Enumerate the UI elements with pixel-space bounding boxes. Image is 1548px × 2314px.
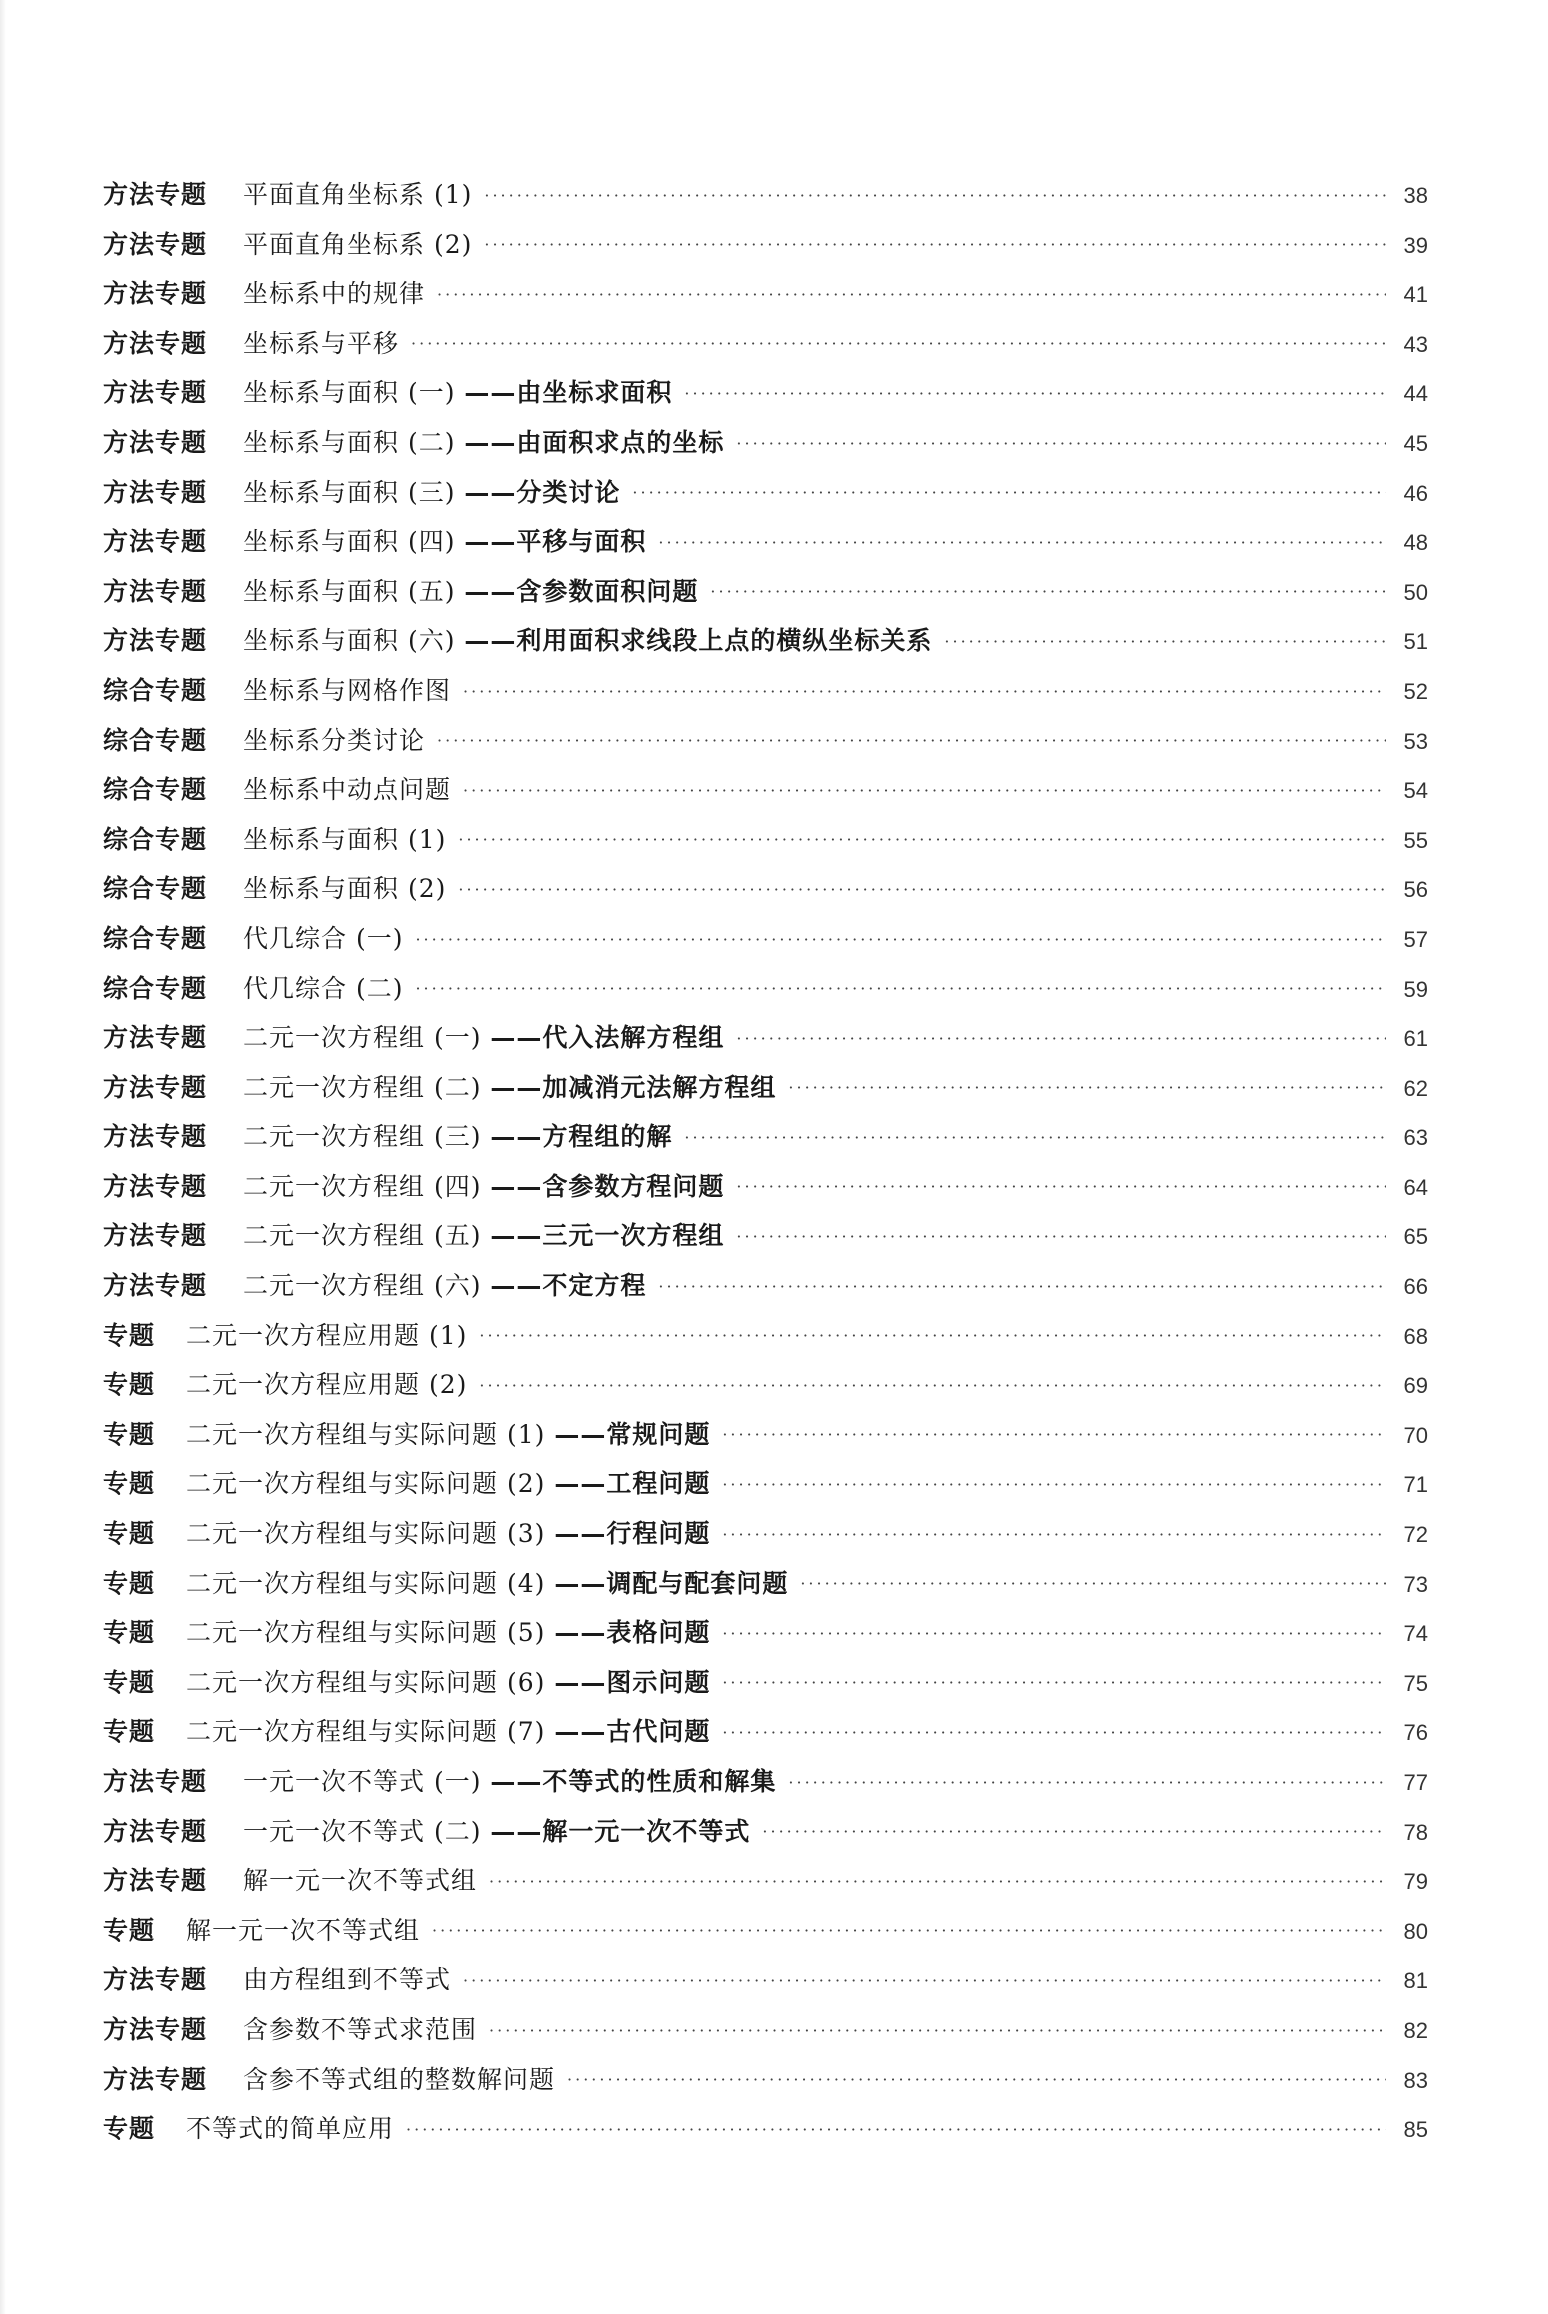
toc-entry[interactable] bbox=[103, 1906, 1428, 1956]
toc-entry-title-main: 坐标系与面积 (四) bbox=[243, 527, 465, 557]
toc-entry-category: 方法专题 bbox=[103, 328, 208, 358]
toc-page-number: 79 bbox=[1403, 1869, 1428, 1895]
toc-entry-title bbox=[186, 1410, 722, 1460]
toc-dot-leader bbox=[489, 2005, 1386, 2055]
toc-entry-category: 方法专题 bbox=[103, 2064, 208, 2094]
toc-entry-category: 综合专题 bbox=[103, 874, 208, 904]
toc-entry-subtitle: ——不等式的性质和解集 bbox=[490, 1767, 777, 1796]
toc-dot-leader bbox=[658, 1261, 1386, 1311]
toc-entry-title-main: 由方程组到不等式 bbox=[243, 1965, 452, 1995]
toc-entry-category: 综合专题 bbox=[103, 923, 208, 953]
toc-entry-subtitle: ——由坐标求面积 bbox=[464, 378, 673, 408]
toc-dot-leader bbox=[710, 567, 1386, 617]
toc-entry-title bbox=[186, 2104, 406, 2154]
toc-entry-category: 综合专题 bbox=[103, 675, 208, 705]
toc-entry-title bbox=[243, 964, 415, 1014]
toc-entry-title-main: 二元一次方程组 (三) bbox=[243, 1122, 491, 1152]
toc-page-number: 59 bbox=[1403, 976, 1428, 1002]
toc-entry-subtitle: ——调配与配套问题 bbox=[554, 1568, 789, 1598]
toc-entry-category: 方法专题 bbox=[103, 1171, 208, 1201]
toc-entry-category: 方法专题 bbox=[103, 1271, 208, 1301]
toc-dot-leader bbox=[437, 269, 1386, 319]
table-of-contents bbox=[103, 170, 1428, 2154]
toc-page-number: 38 bbox=[1403, 183, 1428, 208]
toc-page-number: 53 bbox=[1403, 728, 1428, 754]
toc-entry-title bbox=[186, 1360, 479, 1410]
toc-entry-title bbox=[186, 1658, 722, 1708]
toc-entry-title bbox=[186, 1509, 722, 1559]
toc-page-number: 66 bbox=[1403, 1274, 1428, 1300]
toc-entry-title-main: 坐标系与面积 (六) bbox=[243, 626, 465, 656]
toc-entry-title bbox=[243, 1211, 736, 1261]
toc-dot-leader bbox=[484, 220, 1386, 270]
toc-dot-leader bbox=[458, 815, 1386, 865]
toc-entry[interactable] bbox=[103, 666, 1428, 716]
toc-dot-leader bbox=[632, 468, 1386, 518]
toc-entry[interactable] bbox=[103, 1807, 1428, 1857]
toc-entry[interactable] bbox=[103, 269, 1428, 319]
toc-dot-leader bbox=[406, 2104, 1386, 2154]
toc-dot-leader bbox=[489, 1856, 1386, 1906]
toc-entry-category: 方法专题 bbox=[103, 2014, 208, 2044]
toc-entry[interactable] bbox=[103, 1360, 1428, 1410]
toc-page-number: 63 bbox=[1403, 1125, 1428, 1151]
toc-entry[interactable] bbox=[103, 468, 1428, 518]
toc-entry-category: 综合专题 bbox=[103, 973, 208, 1003]
toc-entry-title-main: 一元一次不等式 (一) bbox=[243, 1767, 491, 1796]
toc-entry-category: 专题 bbox=[103, 1370, 156, 1400]
toc-entry-category: 专题 bbox=[103, 1469, 156, 1499]
toc-entry-subtitle: ——三元一次方程组 bbox=[490, 1221, 725, 1251]
toc-entry-subtitle: ——加减消元法解方程组 bbox=[490, 1072, 777, 1102]
toc-entry[interactable] bbox=[103, 2005, 1428, 2055]
toc-entry-title-main: 二元一次方程组 (五) bbox=[243, 1221, 491, 1251]
toc-dot-leader bbox=[684, 1112, 1386, 1162]
toc-entry-title-main: 坐标系与面积 (1) bbox=[243, 824, 447, 854]
toc-entry-subtitle: ——行程问题 bbox=[554, 1519, 711, 1549]
toc-entry-title-main: 坐标系与网格作图 bbox=[243, 675, 452, 705]
toc-entry[interactable] bbox=[103, 815, 1428, 865]
toc-page-number: 54 bbox=[1403, 778, 1428, 804]
toc-entry-category: 专题 bbox=[103, 1618, 156, 1648]
toc-entry[interactable] bbox=[103, 1955, 1428, 2005]
toc-entry[interactable] bbox=[103, 2055, 1428, 2105]
toc-entry[interactable] bbox=[103, 1658, 1428, 1708]
toc-entry-title-main: 坐标系与面积 (2) bbox=[243, 874, 447, 904]
toc-page-number: 51 bbox=[1403, 629, 1428, 655]
toc-entry-category: 方法专题 bbox=[103, 1122, 208, 1152]
toc-entry-category: 专题 bbox=[103, 1519, 156, 1549]
toc-dot-leader bbox=[415, 964, 1386, 1014]
toc-entry-title bbox=[243, 616, 944, 666]
toc-entry-title-main: 代几综合 (二) bbox=[243, 973, 404, 1003]
toc-dot-leader bbox=[736, 418, 1386, 468]
toc-entry-category: 方法专题 bbox=[103, 229, 208, 259]
toc-entry-subtitle: ——由面积求点的坐标 bbox=[464, 427, 725, 457]
toc-entry-title-main: 二元一次方程组与实际问题 (1) bbox=[186, 1419, 555, 1449]
toc-entry[interactable] bbox=[103, 517, 1428, 567]
toc-page-number: 71 bbox=[1403, 1472, 1428, 1498]
toc-entry-title bbox=[186, 1906, 432, 1956]
toc-entry-title bbox=[243, 1162, 736, 1212]
toc-dot-leader bbox=[463, 666, 1386, 716]
toc-page-number: 76 bbox=[1403, 1720, 1428, 1746]
toc-entry[interactable] bbox=[103, 1757, 1428, 1807]
toc-entry-title-main: 坐标系与平移 bbox=[243, 328, 400, 358]
toc-dot-leader bbox=[736, 1013, 1386, 1063]
toc-dot-leader bbox=[463, 1955, 1386, 2005]
toc-entry-category: 方法专题 bbox=[103, 378, 208, 408]
toc-page-number: 56 bbox=[1403, 877, 1428, 903]
toc-entry-subtitle: ——平移与面积 bbox=[464, 527, 647, 557]
toc-entry-subtitle: ——工程问题 bbox=[554, 1469, 711, 1499]
toc-entry-title-main: 二元一次方程组 (四) bbox=[243, 1171, 491, 1201]
toc-entry-category: 专题 bbox=[103, 1419, 156, 1449]
toc-entry[interactable] bbox=[103, 616, 1428, 666]
toc-entry[interactable] bbox=[103, 1063, 1428, 1113]
toc-entry-title-main: 含参不等式组的整数解问题 bbox=[243, 2064, 556, 2094]
toc-entry-title bbox=[243, 716, 437, 766]
toc-entry-title-main: 坐标系与面积 (二) bbox=[243, 427, 465, 457]
toc-entry-title-main: 二元一次方程组与实际问题 (3) bbox=[186, 1519, 555, 1549]
toc-dot-leader bbox=[722, 1658, 1386, 1708]
toc-dot-leader bbox=[411, 319, 1386, 369]
toc-entry-title-main: 二元一次方程组与实际问题 (7) bbox=[186, 1717, 555, 1747]
toc-entry[interactable] bbox=[103, 765, 1428, 815]
toc-entry-title-main: 坐标系与面积 (五) bbox=[243, 576, 465, 606]
toc-page-number: 77 bbox=[1403, 1770, 1428, 1795]
toc-page-number: 48 bbox=[1403, 530, 1428, 556]
toc-entry-title bbox=[243, 567, 710, 617]
toc-entry[interactable] bbox=[103, 1559, 1428, 1609]
toc-entry-category: 方法专题 bbox=[103, 279, 208, 309]
toc-entry-title bbox=[243, 269, 437, 319]
toc-entry-subtitle: ——利用面积求线段上点的横纵坐标关系 bbox=[464, 626, 933, 656]
toc-page-number: 45 bbox=[1403, 430, 1428, 456]
toc-entry-category: 专题 bbox=[103, 1568, 156, 1598]
toc-page-number: 69 bbox=[1403, 1373, 1428, 1399]
toc-entry[interactable] bbox=[103, 170, 1428, 220]
toc-entry-category: 专题 bbox=[103, 2114, 156, 2144]
toc-entry-category: 方法专题 bbox=[103, 1816, 208, 1846]
toc-entry[interactable] bbox=[103, 1261, 1428, 1311]
toc-entry-title bbox=[243, 468, 632, 518]
toc-entry-category: 专题 bbox=[103, 1717, 156, 1747]
toc-entry-category: 方法专题 bbox=[103, 180, 208, 209]
toc-entry-title-main: 二元一次方程组与实际问题 (4) bbox=[186, 1568, 555, 1598]
toc-entry-subtitle: ——表格问题 bbox=[554, 1618, 711, 1648]
toc-entry[interactable] bbox=[103, 1707, 1428, 1757]
toc-entry-title bbox=[186, 1559, 800, 1609]
toc-entry-category: 方法专题 bbox=[103, 427, 208, 457]
toc-dot-leader bbox=[437, 716, 1386, 766]
toc-entry-title bbox=[243, 418, 736, 468]
toc-entry-title bbox=[243, 1112, 684, 1162]
toc-entry-title bbox=[186, 1311, 479, 1361]
toc-page-number: 65 bbox=[1403, 1224, 1428, 1250]
toc-entry[interactable] bbox=[103, 1013, 1428, 1063]
toc-entry[interactable] bbox=[103, 1311, 1428, 1361]
toc-page-number: 70 bbox=[1403, 1422, 1428, 1448]
toc-entry[interactable] bbox=[103, 914, 1428, 964]
toc-page-number: 41 bbox=[1403, 282, 1428, 308]
toc-dot-leader bbox=[415, 914, 1386, 964]
toc-entry-title-main: 二元一次方程组 (一) bbox=[243, 1023, 491, 1053]
toc-dot-leader bbox=[800, 1559, 1386, 1609]
toc-page-number: 68 bbox=[1403, 1323, 1428, 1349]
toc-entry-title bbox=[243, 1757, 788, 1807]
toc-dot-leader bbox=[722, 1707, 1386, 1757]
toc-page-number: 72 bbox=[1403, 1522, 1428, 1548]
toc-entry-title bbox=[243, 1856, 489, 1906]
toc-entry-title bbox=[243, 914, 415, 964]
toc-page-number: 62 bbox=[1403, 1075, 1428, 1101]
toc-entry[interactable] bbox=[103, 368, 1428, 418]
toc-entry-category: 综合专题 bbox=[103, 725, 208, 755]
toc-dot-leader bbox=[944, 616, 1386, 666]
toc-page-number: 50 bbox=[1403, 579, 1428, 605]
toc-page-number: 46 bbox=[1403, 480, 1428, 506]
toc-dot-leader bbox=[479, 1311, 1386, 1361]
toc-entry[interactable] bbox=[103, 567, 1428, 617]
toc-entry-category: 综合专题 bbox=[103, 775, 208, 805]
toc-entry-title-main: 二元一次方程组 (六) bbox=[243, 1271, 491, 1301]
toc-entry-subtitle: ——不定方程 bbox=[490, 1271, 647, 1301]
toc-dot-leader bbox=[658, 517, 1386, 567]
toc-entry[interactable] bbox=[103, 1410, 1428, 1460]
toc-entry-title-main: 代几综合 (一) bbox=[243, 923, 404, 953]
toc-page-number: 74 bbox=[1403, 1621, 1428, 1647]
toc-entry-title-main: 坐标系与面积 (三) bbox=[243, 477, 465, 507]
toc-entry[interactable] bbox=[103, 2104, 1428, 2154]
toc-dot-leader bbox=[432, 1906, 1386, 1956]
toc-entry-title-main: 解一元一次不等式组 bbox=[186, 1915, 421, 1945]
page-edge-shadow bbox=[0, 0, 6, 2314]
toc-dot-leader bbox=[458, 864, 1386, 914]
toc-entry[interactable] bbox=[103, 716, 1428, 766]
toc-entry-subtitle: ——分类讨论 bbox=[464, 477, 621, 507]
toc-entry-title bbox=[243, 666, 463, 716]
toc-entry-category: 专题 bbox=[103, 1667, 156, 1697]
toc-entry-title bbox=[186, 1459, 722, 1509]
toc-entry[interactable] bbox=[103, 418, 1428, 468]
toc-page-number: 64 bbox=[1403, 1174, 1428, 1200]
toc-entry-title-main: 平面直角坐标系 (1) bbox=[243, 180, 473, 209]
toc-page-number: 81 bbox=[1403, 1968, 1428, 1994]
toc-entry-title-main: 二元一次方程组与实际问题 (2) bbox=[186, 1469, 555, 1499]
toc-entry-title bbox=[243, 2005, 489, 2055]
toc-dot-leader bbox=[484, 170, 1386, 220]
toc-entry-category: 方法专题 bbox=[103, 1965, 208, 1995]
toc-entry-title bbox=[186, 1608, 722, 1658]
toc-dot-leader bbox=[736, 1211, 1386, 1261]
toc-entry[interactable] bbox=[103, 964, 1428, 1014]
toc-entry[interactable] bbox=[103, 1162, 1428, 1212]
toc-entry-title-main: 含参数不等式求范围 bbox=[243, 2014, 478, 2044]
toc-entry-category: 方法专题 bbox=[103, 1866, 208, 1896]
toc-entry-title-main: 平面直角坐标系 (2) bbox=[243, 229, 473, 259]
toc-entry-title bbox=[243, 1955, 463, 2005]
toc-dot-leader bbox=[722, 1410, 1386, 1460]
toc-dot-leader bbox=[722, 1509, 1386, 1559]
toc-entry-title-main: 一元一次不等式 (二) bbox=[243, 1816, 491, 1846]
toc-entry-subtitle: ——含参数面积问题 bbox=[464, 576, 699, 606]
toc-entry-title bbox=[243, 815, 458, 865]
toc-entry-title bbox=[186, 1707, 722, 1757]
toc-dot-leader bbox=[463, 765, 1386, 815]
toc-entry-title bbox=[243, 1013, 736, 1063]
toc-entry-title bbox=[243, 517, 658, 567]
toc-entry-category: 专题 bbox=[103, 1320, 156, 1350]
toc-entry-subtitle: ——含参数方程问题 bbox=[490, 1171, 725, 1201]
toc-entry-title-main: 坐标系中动点问题 bbox=[243, 775, 452, 805]
toc-entry[interactable] bbox=[103, 1608, 1428, 1658]
toc-page-number: 80 bbox=[1403, 1918, 1428, 1944]
toc-entry-title bbox=[243, 765, 463, 815]
toc-page-number: 44 bbox=[1403, 381, 1428, 407]
toc-entry-title bbox=[243, 319, 411, 369]
toc-page-number: 83 bbox=[1403, 2067, 1428, 2093]
toc-entry-title-main: 坐标系分类讨论 bbox=[243, 725, 426, 755]
toc-entry[interactable] bbox=[103, 220, 1428, 270]
toc-entry-subtitle: ——方程组的解 bbox=[490, 1122, 673, 1152]
toc-entry-title bbox=[243, 1807, 762, 1857]
toc-entry-title-main: 解一元一次不等式组 bbox=[243, 1866, 478, 1896]
toc-dot-leader bbox=[479, 1360, 1386, 1410]
toc-entry-category: 综合专题 bbox=[103, 824, 208, 854]
toc-page-number: 61 bbox=[1403, 1026, 1428, 1052]
toc-entry-title bbox=[243, 1261, 658, 1311]
toc-entry-title-main: 坐标系与面积 (一) bbox=[243, 378, 465, 408]
toc-entry[interactable] bbox=[103, 1112, 1428, 1162]
toc-page-number: 82 bbox=[1403, 2017, 1428, 2043]
toc-page-number: 55 bbox=[1403, 827, 1428, 853]
toc-entry-category: 方法专题 bbox=[103, 626, 208, 656]
toc-dot-leader bbox=[762, 1807, 1386, 1857]
toc-entry[interactable] bbox=[103, 1509, 1428, 1559]
toc-entry-title-main: 二元一次方程应用题 (1) bbox=[186, 1320, 468, 1350]
toc-entry-category: 专题 bbox=[103, 1915, 156, 1945]
toc-entry-title bbox=[243, 2055, 567, 2105]
toc-entry-category: 方法专题 bbox=[103, 477, 208, 507]
toc-dot-leader bbox=[722, 1459, 1386, 1509]
toc-dot-leader bbox=[736, 1162, 1386, 1212]
toc-entry-title-main: 二元一次方程组 (二) bbox=[243, 1072, 491, 1102]
toc-entry[interactable] bbox=[103, 864, 1428, 914]
toc-dot-leader bbox=[722, 1608, 1386, 1658]
toc-entry-subtitle: ——解一元一次不等式 bbox=[490, 1816, 751, 1846]
toc-entry-category: 方法专题 bbox=[103, 1072, 208, 1102]
toc-entry-subtitle: ——古代问题 bbox=[554, 1717, 711, 1747]
toc-entry-title bbox=[243, 220, 484, 270]
toc-entry-category: 方法专题 bbox=[103, 576, 208, 606]
toc-entry-title bbox=[243, 368, 684, 418]
toc-dot-leader bbox=[788, 1063, 1386, 1113]
toc-entry-subtitle: ——常规问题 bbox=[554, 1419, 711, 1449]
toc-entry-title bbox=[243, 864, 458, 914]
toc-entry-title-main: 不等式的简单应用 bbox=[186, 2114, 395, 2144]
toc-page-number: 39 bbox=[1403, 232, 1428, 258]
toc-entry-title-main: 二元一次方程组与实际问题 (5) bbox=[186, 1618, 555, 1648]
toc-dot-leader bbox=[684, 368, 1386, 418]
toc-entry-category: 方法专题 bbox=[103, 1023, 208, 1053]
toc-entry-title bbox=[243, 1063, 788, 1113]
toc-entry[interactable] bbox=[103, 1211, 1428, 1261]
toc-dot-leader bbox=[567, 2055, 1386, 2105]
toc-page-number: 43 bbox=[1403, 331, 1428, 357]
toc-entry-title bbox=[243, 170, 484, 220]
toc-page-number: 75 bbox=[1403, 1670, 1428, 1696]
toc-entry-category: 方法专题 bbox=[103, 1221, 208, 1251]
toc-entry-title-main: 二元一次方程组与实际问题 (6) bbox=[186, 1667, 555, 1697]
toc-entry-category: 方法专题 bbox=[103, 527, 208, 557]
toc-dot-leader bbox=[788, 1757, 1386, 1807]
toc-page-number: 78 bbox=[1403, 1819, 1428, 1845]
toc-page-number: 73 bbox=[1403, 1571, 1428, 1597]
toc-entry-subtitle: ——代入法解方程组 bbox=[490, 1023, 725, 1053]
toc-entry-title-main: 坐标系中的规律 bbox=[243, 279, 426, 309]
toc-entry-category: 方法专题 bbox=[103, 1767, 208, 1796]
toc-page-number: 57 bbox=[1403, 926, 1428, 952]
toc-entry[interactable] bbox=[103, 319, 1428, 369]
toc-page-number: 85 bbox=[1403, 2117, 1428, 2143]
toc-entry-title-main: 二元一次方程应用题 (2) bbox=[186, 1370, 468, 1400]
toc-page-number: 52 bbox=[1403, 678, 1428, 704]
toc-entry[interactable] bbox=[103, 1459, 1428, 1509]
toc-entry[interactable] bbox=[103, 1856, 1428, 1906]
toc-entry-subtitle: ——图示问题 bbox=[554, 1667, 711, 1697]
